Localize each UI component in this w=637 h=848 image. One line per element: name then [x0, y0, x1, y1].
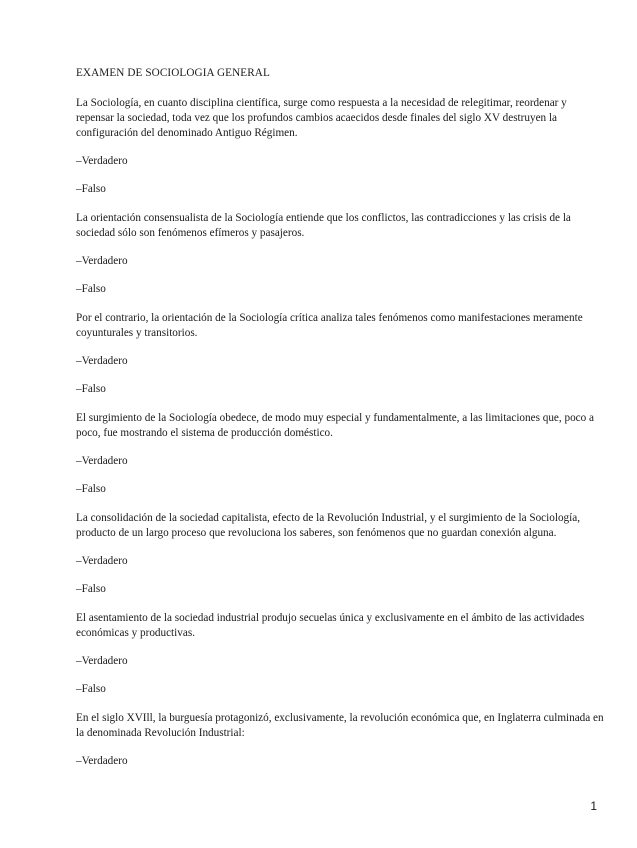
- question-text: Por el contrario, la orientación de la Sociología crítica analiza tales fenómenos como manifestaciones meramente coyunturales y transitorios.: [76, 312, 583, 339]
- question-4: [76, 411, 606, 497]
- option-verdadero: –Verdadero: [76, 155, 128, 167]
- option-falso: –Falso: [76, 483, 106, 495]
- question-6: [76, 611, 606, 697]
- option-verdadero: –Verdadero: [76, 755, 128, 767]
- question-text: La orientación consensualista de la Sociología entiende que los conflictos, las contradicciones y las crisis de la sociedad sólo son fenómenos efímeros y pasajeros.: [76, 212, 571, 239]
- option-verdadero: –Verdadero: [76, 355, 128, 367]
- question-5: [76, 511, 606, 597]
- question-text: La Sociología, en cuanto disciplina científica, surge como respuesta a la necesidad de relegitimar, reordenar y repensar la sociedad, toda vez que los profundos cambios acaecidos desde finales del siglo XV destruyen la configuración del denominado Antiguo Régimen.: [76, 97, 567, 139]
- document-title: EXAMEN DE SOCIOLOGIA GENERAL: [76, 67, 270, 79]
- option-falso: –Falso: [76, 183, 106, 195]
- document-page: [76, 66, 606, 783]
- option-falso: –Falso: [76, 683, 106, 695]
- question-2: [76, 211, 606, 297]
- question-text: En el siglo XVIll, la burguesía protagonizó, exclusivamente, la revolución económica que, en Inglaterra culminada en la denominada Revolución Industrial:: [76, 712, 604, 739]
- option-falso: –Falso: [76, 383, 106, 395]
- option-verdadero: –Verdadero: [76, 555, 128, 567]
- question-7: [76, 711, 606, 769]
- option-verdadero: –Verdadero: [76, 655, 128, 667]
- question-text: El surgimiento de la Sociología obedece, de modo muy especial y fundamentalmente, a las limitaciones que, poco a poco, fue mostrando el sistema de producción doméstico.: [76, 412, 594, 439]
- page-number: 1: [590, 799, 597, 813]
- question-text: La consolidación de la sociedad capitalista, efecto de la Revolución Industrial, y el surgimiento de la Sociología, producto de un largo proceso que revoluciona los saberes, son fenómenos que no guardan conexión alguna.: [76, 512, 581, 539]
- option-falso: –Falso: [76, 583, 106, 595]
- question-text: El asentamiento de la sociedad industrial produjo secuelas única y exclusivamente en el ámbito de las actividades económicas y productivas.: [76, 612, 585, 639]
- question-1: [76, 96, 606, 197]
- option-verdadero: –Verdadero: [76, 455, 128, 467]
- option-falso: –Falso: [76, 283, 106, 295]
- option-verdadero: –Verdadero: [76, 255, 128, 267]
- question-3: [76, 311, 606, 397]
